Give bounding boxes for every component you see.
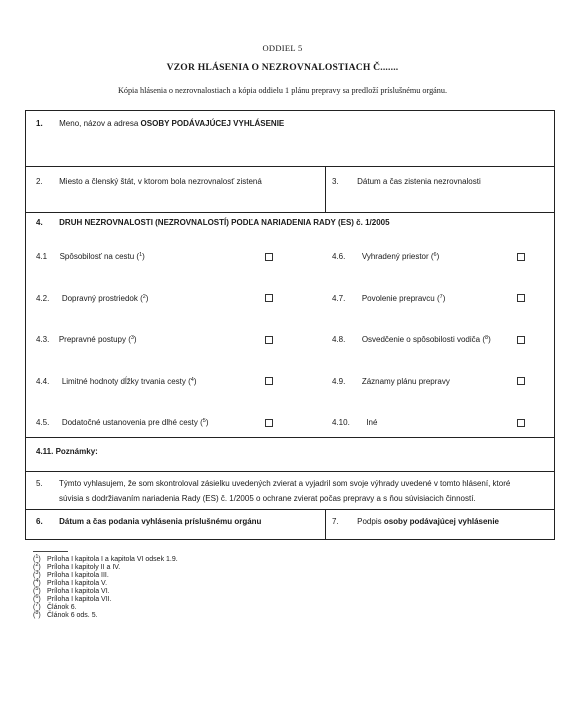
checkbox-4-5[interactable]: [265, 419, 273, 427]
item-4-7: [332, 294, 445, 304]
item-label-close: ): [442, 294, 446, 303]
section-5-line-1: Týmto vyhlasujem, že som skontroloval zásielku uvedených zvierat a vyjadril som svoje výhrady uvedené v tomto hlásení, ktoré: [59, 479, 511, 488]
footnote-text: Príloha I kapitola VII.: [46, 596, 112, 603]
row-divider: [26, 509, 554, 510]
item-number: 4.3.: [36, 335, 50, 344]
footnote-ref: 2: [142, 294, 146, 300]
section-6: [36, 517, 261, 527]
column-divider: [325, 166, 326, 212]
checkbox-4-3[interactable]: [265, 336, 273, 344]
footnote-separator: [33, 551, 68, 552]
section-7-label: Podpis: [357, 517, 384, 526]
section-number: 3.: [332, 177, 339, 186]
item-number: 4.5.: [36, 418, 50, 427]
footnote-7: ($^7$) Článok 6.: [33, 602, 77, 611]
item-4-4: [36, 377, 197, 387]
item-label-close: ): [436, 252, 440, 261]
footnote-text: Príloha I kapitola III.: [46, 572, 109, 579]
item-4-10: [332, 418, 377, 428]
section-2: [36, 177, 262, 187]
form-intro: Kópia hlásenia o nezrovnalostiach a kópia oddielu 1 plánu prepravy sa predloží príslušnému orgánu.: [117, 86, 448, 95]
section-4-heading: [36, 218, 390, 228]
item-number: 4.7.: [332, 294, 346, 303]
item-label: Dopravný prostriedok (: [61, 294, 143, 303]
item-number: 4.2.: [36, 294, 50, 303]
item-4-5: [36, 418, 209, 428]
item-number: 4.10.: [332, 418, 350, 427]
checkbox-4-8[interactable]: [517, 336, 525, 344]
item-4-9: [332, 377, 450, 387]
checkbox-4-7[interactable]: [517, 294, 525, 302]
section-3: [332, 177, 481, 187]
footnote-1: ($^1$) Príloha I kapitola I a kapitola VI odsek 1.9.: [33, 554, 178, 563]
footnote-text: Príloha I kapitoly II a IV.: [46, 564, 121, 571]
footnote-6: ($^6$) Príloha I kapitola VII.: [33, 594, 112, 603]
item-4-8: [332, 335, 491, 345]
footnote-mark: 8: [35, 610, 39, 616]
footnote-ref: 8: [485, 335, 489, 341]
footnote-text: Príloha I kapitola VI.: [46, 588, 110, 595]
footnote-ref: 1: [139, 252, 143, 258]
item-number: 4.9.: [332, 377, 346, 386]
checkbox-4-10[interactable]: [517, 419, 525, 427]
footnote-mark: 4: [35, 578, 39, 584]
row-divider: [26, 166, 554, 167]
footnote-text: Článok 6 ods. 5.: [46, 612, 98, 619]
checkbox-4-6[interactable]: [517, 253, 525, 261]
footnote-mark: 6: [35, 594, 39, 600]
section-7: [332, 517, 499, 527]
section-7-bold: osoby podávajúcej vyhlásenie: [383, 517, 499, 526]
footnote-ref: 5: [202, 418, 206, 424]
column-divider: [325, 509, 326, 540]
section-number: 7.: [332, 517, 339, 526]
item-label: Limitné hodnoty dĺžky trvania cesty (: [61, 377, 191, 386]
item-label: Vyhradený priestor (: [361, 252, 434, 261]
row-divider: [26, 437, 554, 438]
item-label-close: ): [488, 335, 491, 344]
section-2-label: Miesto a členský štát, v ktorom bola nezrovnalosť zistená: [59, 177, 262, 186]
section-3-label: Dátum a čas zistenia nezrovnalosti: [357, 177, 481, 186]
item-number: 4.8.: [332, 335, 346, 344]
item-label: Prepravné postupy (: [58, 335, 131, 344]
item-number: 4.4.: [36, 377, 50, 386]
footnote-2: ($^2$) Príloha I kapitoly II a IV.: [33, 562, 121, 571]
footnote-text: Príloha I kapitola I a kapitola VI odsek 1.9.: [46, 556, 178, 563]
checkbox-4-2[interactable]: [265, 294, 273, 302]
row-divider: [26, 471, 554, 472]
item-label: Spôsobilosť na cestu (: [59, 252, 140, 261]
footnote-text: Príloha I kapitola V.: [46, 580, 108, 587]
footnote-ref: 6: [433, 252, 437, 258]
item-4-1: [36, 252, 145, 262]
item-label: Záznamy plánu prepravy: [361, 377, 450, 386]
item-label-close: ): [133, 335, 137, 344]
part-label: ODDIEL 5: [262, 43, 303, 53]
section-4-title: DRUH NEZROVNALOSTI (NEZROVNALOSTÍ) PODĽA NARIADENIA RADY (ES) č. 1/2005: [59, 218, 390, 227]
item-4-6: [332, 252, 439, 262]
footnote-5: ($^5$) Príloha I kapitola VI.: [33, 586, 110, 595]
footnote-ref: 3: [130, 335, 134, 341]
section-1-label: Meno, názov a adresa: [59, 119, 141, 128]
footnote-ref: 4: [190, 377, 194, 383]
section-number: 2.: [36, 177, 43, 186]
section-number: 6.: [36, 517, 43, 526]
item-label: Osvedčenie o spôsobilosti vodiča (: [361, 335, 485, 344]
section-5-number: 5.: [36, 479, 43, 488]
item-label: Dodatočné ustanovenia pre dlhé cesty (: [61, 418, 203, 427]
footnote-8: ($^8$) Článok 6 ods. 5.: [33, 610, 98, 619]
footnote-mark: 1: [35, 554, 39, 560]
checkbox-4-4[interactable]: [265, 377, 273, 385]
section-1-bold: OSOBY PODÁVAJÚCEJ VYHLÁSENIE: [140, 119, 285, 128]
item-number: 4.1: [36, 252, 48, 261]
footnote-mark: 2: [35, 562, 39, 568]
footnote-3: ($^3$) Príloha I kapitola III.: [33, 570, 109, 579]
item-label: Iné: [366, 418, 378, 427]
footnote-mark: 5: [35, 586, 39, 592]
row-divider: [26, 212, 554, 213]
section-number: 4.: [36, 218, 43, 227]
item-label-close: ): [142, 252, 145, 261]
item-4-3: [36, 335, 137, 345]
footnote-ref: 7: [439, 294, 443, 300]
section-number: 1.: [36, 119, 43, 128]
item-number: 4.6.: [332, 252, 346, 261]
report-form: [25, 110, 555, 540]
footnote-mark: 3: [35, 570, 39, 576]
footnote-mark: 7: [35, 602, 39, 608]
checkbox-4-9[interactable]: [517, 377, 525, 385]
section-1: [36, 119, 284, 129]
item-label-close: ): [205, 418, 209, 427]
item-label-close: ): [145, 294, 149, 303]
section-6-label: Dátum a čas podania vyhlásenia príslušnému orgánu: [59, 517, 262, 526]
item-label: Povolenie prepravcu (: [361, 294, 440, 303]
item-label-close: ): [193, 377, 197, 386]
form-title: VZOR HLÁSENIA O NEZROVNALOSTIACH Č.......: [166, 62, 399, 73]
section-5-line-2: súvisia s dodržiavaním nariadenia Rady (ES) č. 1/2005 o ochrane zvierat počas prepravy a s ňou súvisiacich činností.: [59, 494, 476, 503]
checkbox-4-1[interactable]: [265, 253, 273, 261]
footnote-text: Článok 6.: [46, 604, 77, 611]
footnote-4: ($^4$) Príloha I kapitola V.: [33, 578, 108, 587]
item-4-2: [36, 294, 148, 304]
notes-label: 4.11. Poznámky:: [36, 447, 98, 456]
